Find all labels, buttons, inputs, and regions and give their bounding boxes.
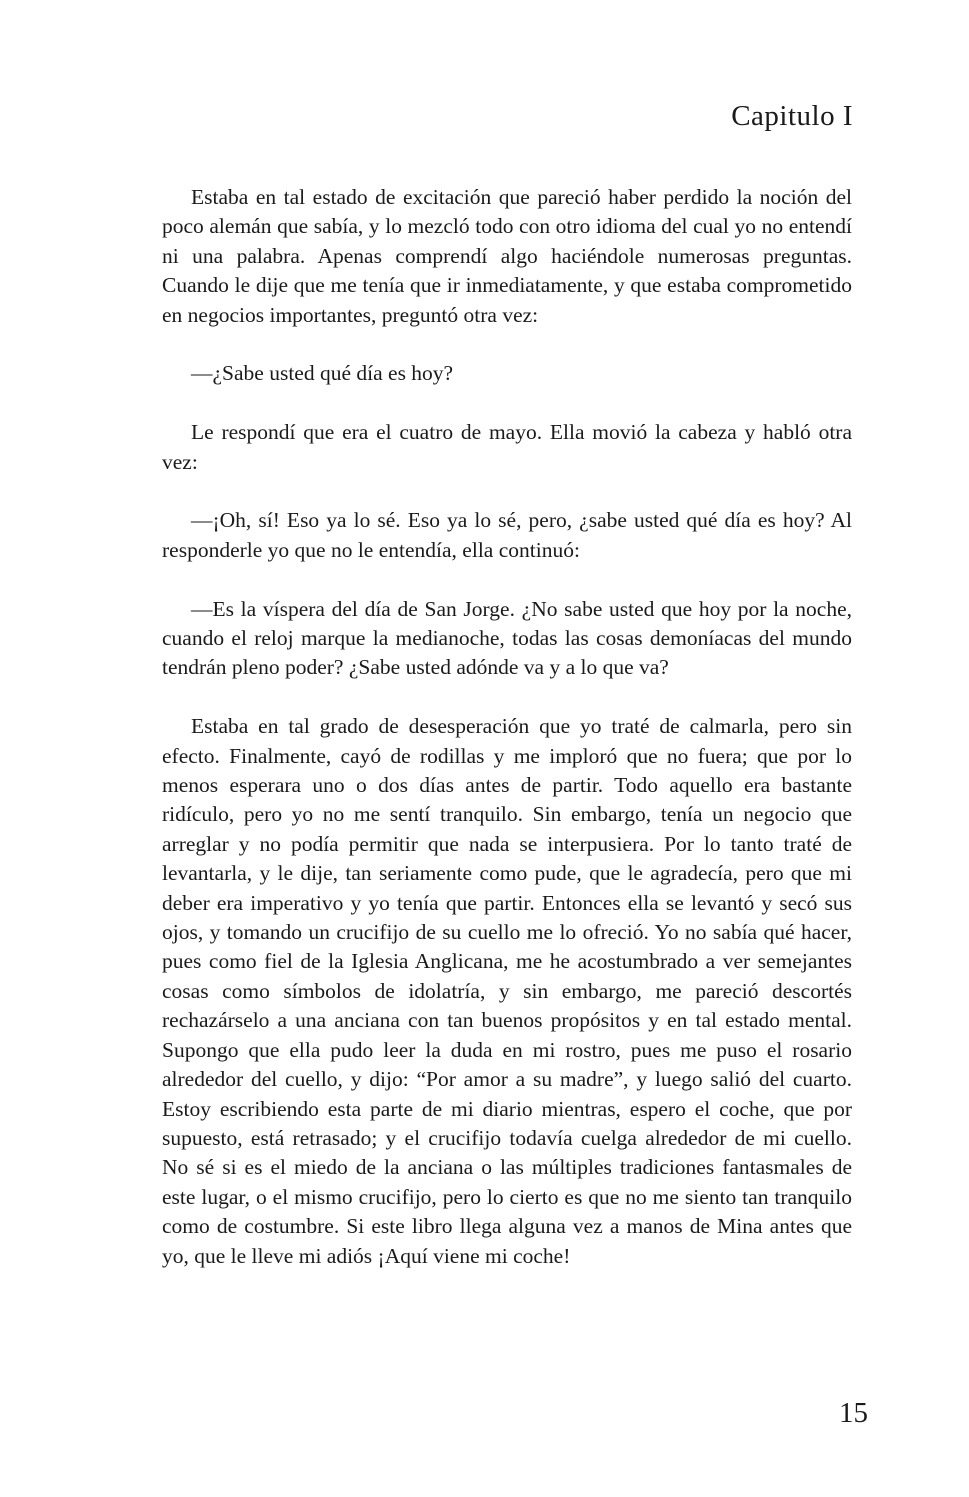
paragraph: Estaba en tal estado de excitación que pareció haber perdido la noción del poco alemán que sabía, y lo mezcló todo con otro idioma del cual yo no entendí ni una palabra. Apenas comprendí algo haciéndole numerosas preguntas. Cuando le dije que me tenía que ir inmediatamente, y que estaba comprometido en negocios importantes, preguntó otra vez: — [162, 185, 852, 327]
paragraph: —¡Oh, sí! Eso ya lo sé. Eso ya lo sé, pero, ¿sabe usted qué día es hoy? Al responderle yo que no le entendía, ella continuó: — [162, 508, 852, 562]
body-text — [162, 183, 852, 1271]
paragraph: Estaba en tal grado de desesperación que yo traté de calmarla, pero sin efecto. Finalmente, cayó de rodillas y me imploró que no fuera; que por lo menos esperara uno o dos días antes de partir. Todo aquello era bastante ridículo, pero yo no me sentí tranquilo. Sin embargo, tenía un negocio que arreglar y no podía permitir que nada se interpusiera. Por lo tanto traté de levantarla, y le dije, tan seriamente como pude, que le agradecía, pero que mi deber era imperativo y yo tenía que partir. Entonces ella se levantó y secó sus ojos, y tomando un crucifijo de su cuello me lo ofreció. Yo no sabía qué hacer, pues como fiel de la Iglesia Anglicana, me he acostumbrado a ver semejantes cosas como símbolos de idolatría, y sin embargo, me pareció descortés rechazárselo a una anciana con tan buenos propósitos y en tal estado mental. Supongo que ella pudo leer la duda en mi rostro, pues me puso el rosario alrededor del cuello, y dijo: “Por amor a su madre”, y luego salió del cuarto. Estoy escribiendo esta parte de mi diario mientras, espero el coche, que por supuesto, está retrasado; y el crucifijo todavía cuelga alrededor de mi cuello. No sé si es el miedo de la anciana o las múltiples tradiciones fantasmales de este lugar, o el mismo crucifijo, pero lo cierto es que no me siento tan tranquilo como de costumbre. Si este libro llega alguna vez a manos de Mina antes que yo, que le lleve mi adiós ¡Aquí viene mi coche! — [162, 714, 852, 1268]
paragraph: Le respondí que era el cuatro de mayo. Ella movió la cabeza y habló otra vez: — [162, 420, 852, 474]
paragraph: —Es la víspera del día de San Jorge. ¿No sabe usted que hoy por la noche, cuando el reloj marque la medianoche, todas las cosas demoníacas del mundo tendrán pleno poder? ¿Sabe usted adónde va y a lo que va? — [162, 596, 852, 680]
chapter-title: Capitulo I — [731, 100, 853, 132]
paragraph: —¿Sabe usted qué día es hoy? — [191, 361, 454, 386]
page-number: 15 — [839, 1397, 868, 1429]
